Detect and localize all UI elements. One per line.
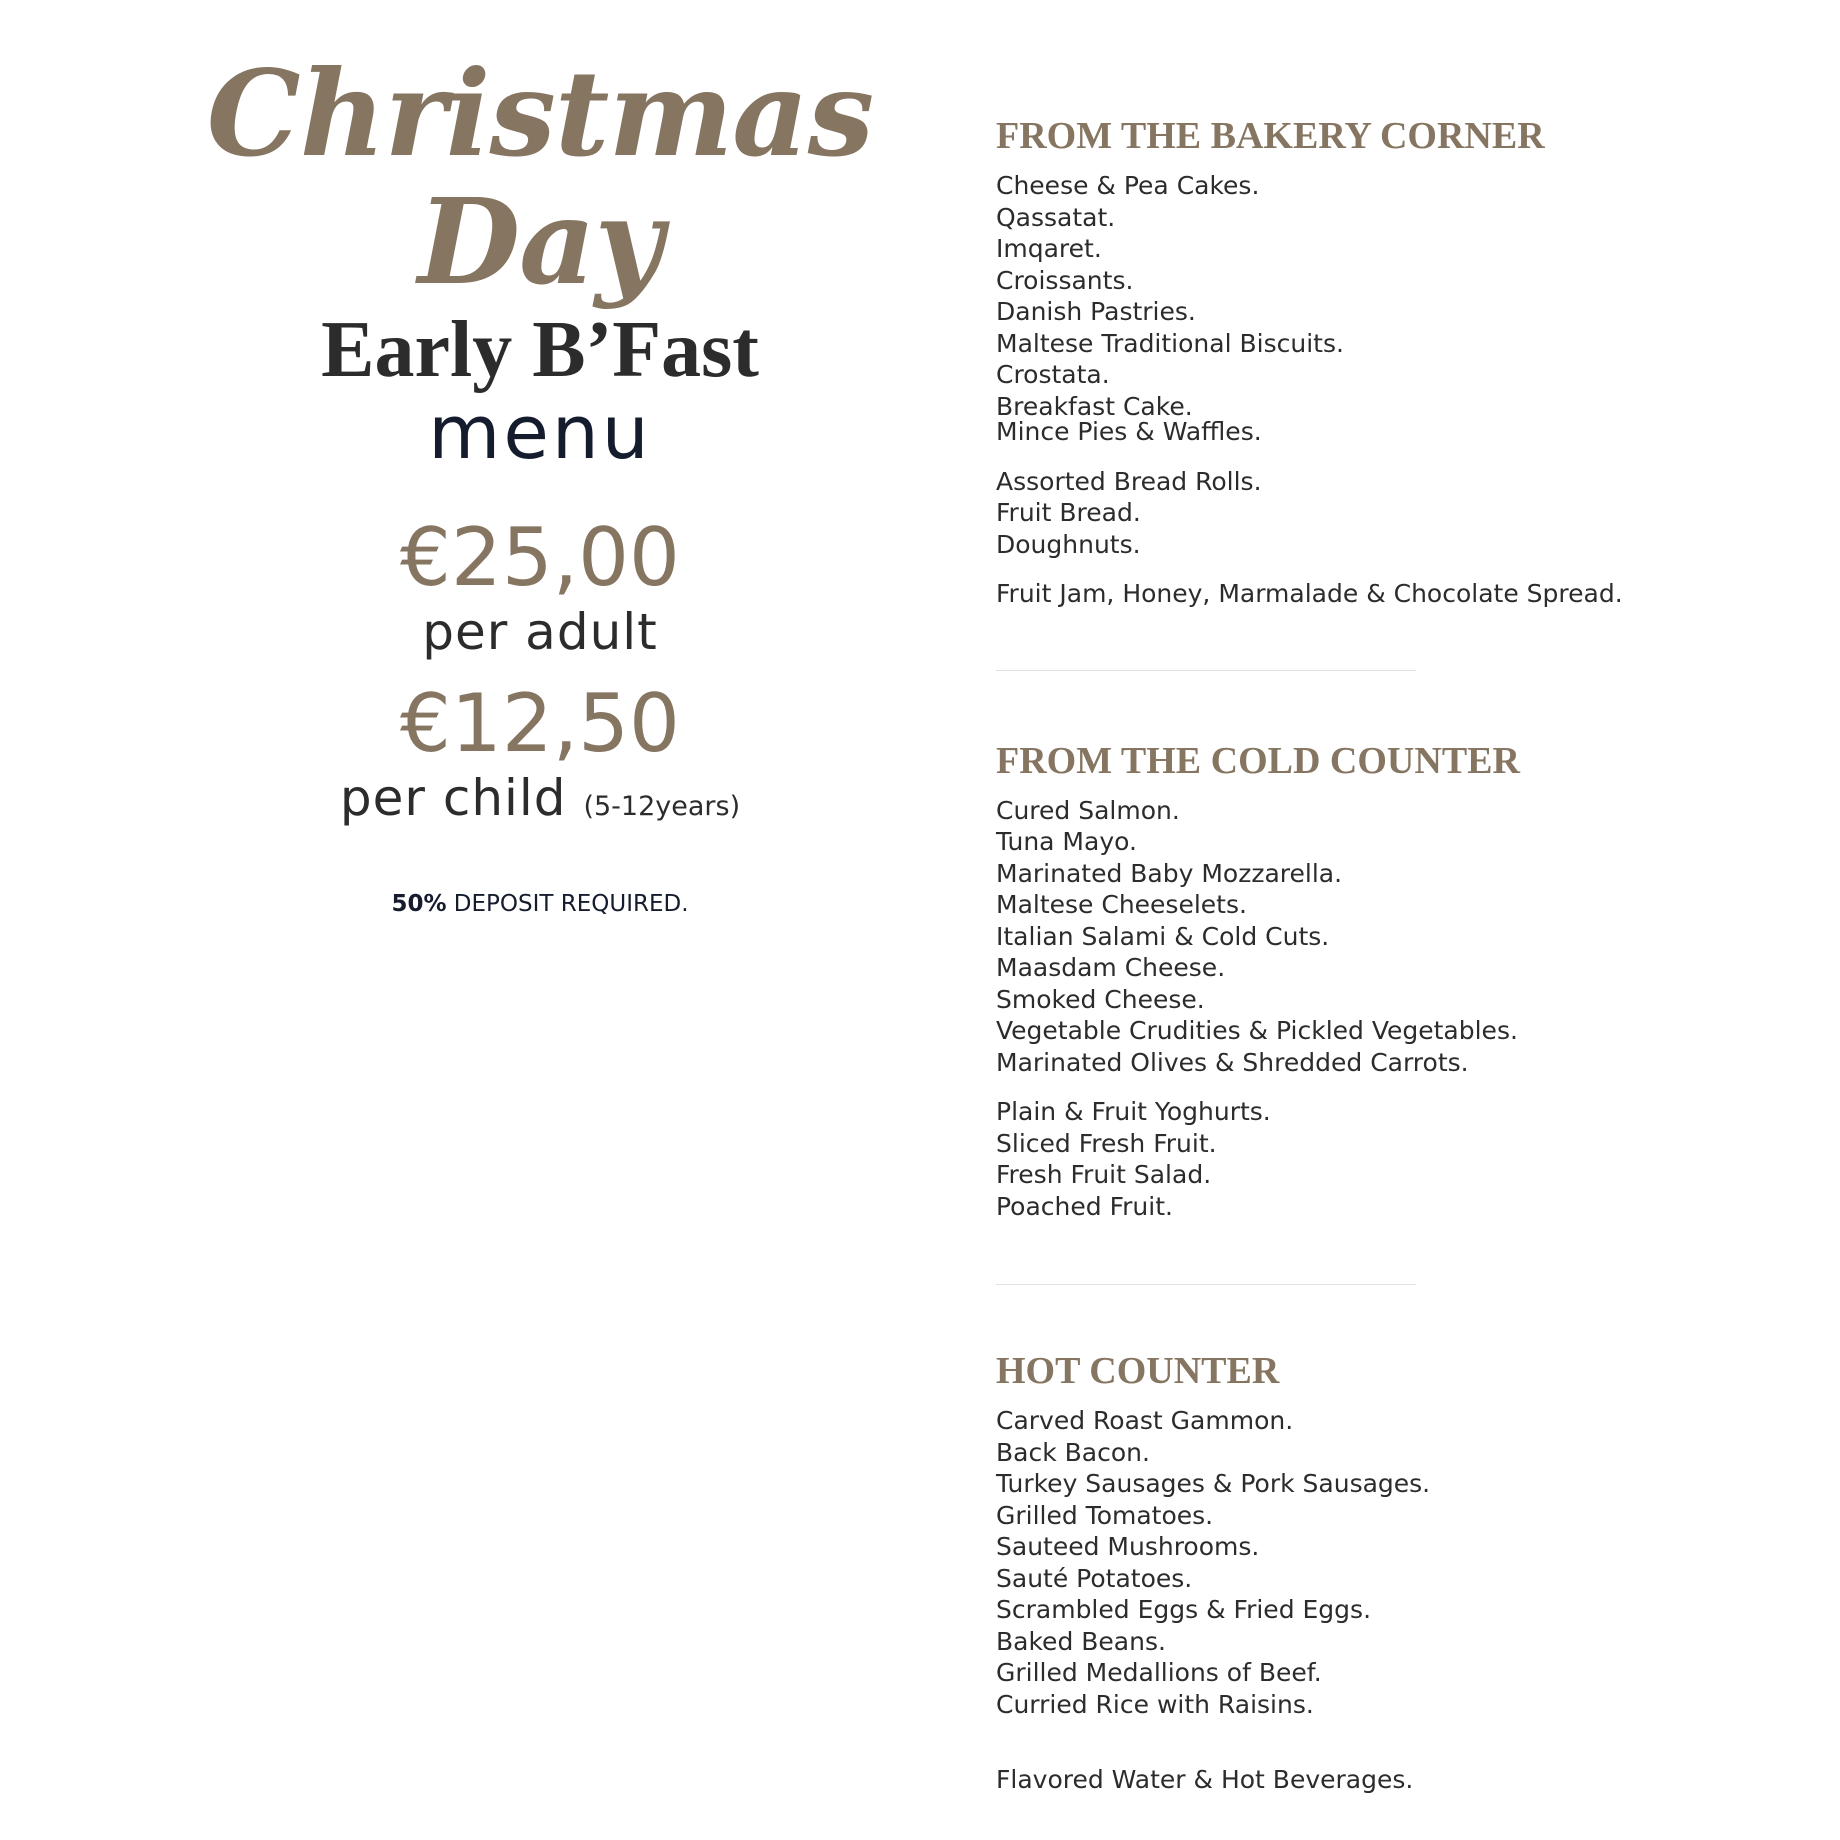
menu-item: Sauteed Mushrooms. [996, 1532, 1260, 1561]
menu-item: Baked Beans. [996, 1626, 1166, 1656]
menu-item: Carved Roast Gammon. [996, 1406, 1294, 1435]
menu-item: Italian Salami & Cold Cuts. [996, 921, 1330, 951]
menu-item: Back Bacon. [996, 1437, 1150, 1467]
menu-item: Maltese Traditional Biscuits. [996, 328, 1344, 358]
child-age-note: (5-12years) [583, 791, 741, 822]
cold-list-fruit [996, 1096, 1776, 1222]
menu-item: Crostata. [996, 360, 1110, 389]
child-price: €12,50 [400, 677, 680, 770]
adult-label: per adult [422, 603, 658, 661]
title-christmas: Christmas [206, 44, 874, 183]
deposit-note [180, 891, 900, 917]
menu-item: Fruit Jam, Honey, Marmalade & Chocolate Spread. [996, 579, 1623, 608]
menu-item: Sliced Fresh Fruit. [996, 1128, 1217, 1158]
title-block [180, 44, 900, 917]
menu-item: Sauté Potatoes. [996, 1563, 1193, 1593]
cold-list-savoury [996, 795, 1776, 1079]
menu-item: Grilled Medallions of Beef. [996, 1658, 1322, 1687]
menu-item: Plain & Fruit Yoghurts. [996, 1097, 1271, 1126]
menu-word: menu [428, 390, 652, 476]
title-day: Day [417, 172, 663, 311]
menu-item: Mince Pies & Waffles. [996, 417, 1262, 446]
menu-item: Fruit Bread. [996, 498, 1141, 527]
section-hot [996, 1347, 1776, 1796]
menu-item: Qassatat. [996, 202, 1116, 232]
child-label: per child [339, 769, 567, 827]
section-title-bakery: FROM THE BAKERY CORNER [996, 115, 1545, 157]
menu-item: Turkey Sausages & Pork Sausages. [996, 1469, 1431, 1498]
deposit-text: DEPOSIT REQUIRED. [446, 891, 689, 917]
menu-sections [996, 112, 1776, 1796]
menu-item: Vegetable Crudities & Pickled Vegetables. [996, 1016, 1518, 1045]
menu-item: Doughnuts. [996, 529, 1141, 559]
section-title-cold: FROM THE COLD COUNTER [996, 739, 1520, 782]
menu-item: Cheese & Pea Cakes. [996, 171, 1260, 200]
hot-list [996, 1405, 1776, 1720]
menu-item: Marinated Olives & Shredded Carrots. [996, 1047, 1469, 1077]
menu-item: Marinated Baby Mozzarella. [996, 858, 1343, 888]
beverages-list [996, 1764, 1776, 1796]
section-title-hot: HOT COUNTER [996, 1350, 1280, 1392]
bakery-list-spreads [996, 578, 1776, 610]
section-divider [996, 670, 1416, 671]
bakery-list-pastries [996, 170, 1776, 448]
adult-price: €25,00 [400, 511, 680, 604]
menu-item: Smoked Cheese. [996, 984, 1205, 1014]
child-label-line [180, 768, 900, 837]
menu-item: Breakfast Cake. [996, 391, 1193, 421]
menu-item: Assorted Bread Rolls. [996, 466, 1262, 496]
menu-item: Imqaret. [996, 234, 1102, 263]
beverages-item: Flavored Water & Hot Beverages. [996, 1765, 1414, 1794]
menu-item: Croissants. [996, 265, 1134, 295]
deposit-percent: 50% [391, 891, 447, 917]
section-divider [996, 1284, 1416, 1285]
subtitle-early-bfast: Early B’Fast [321, 306, 759, 394]
menu-item: Maltese Cheeselets. [996, 890, 1247, 919]
menu-item: Scrambled Eggs & Fried Eggs. [996, 1595, 1372, 1624]
bakery-list-breads [996, 466, 1776, 561]
menu-item: Curried Rice with Raisins. [996, 1689, 1314, 1719]
menu-item: Cured Salmon. [996, 795, 1180, 825]
menu-item: Poached Fruit. [996, 1191, 1173, 1221]
section-cold [996, 737, 1776, 1223]
section-bakery [996, 112, 1776, 610]
menu-item: Maasdam Cheese. [996, 953, 1226, 982]
menu-item: Danish Pastries. [996, 297, 1196, 326]
menu-item: Fresh Fruit Salad. [996, 1160, 1212, 1189]
menu-item: Tuna Mayo. [996, 827, 1137, 856]
menu-item: Grilled Tomatoes. [996, 1500, 1214, 1530]
